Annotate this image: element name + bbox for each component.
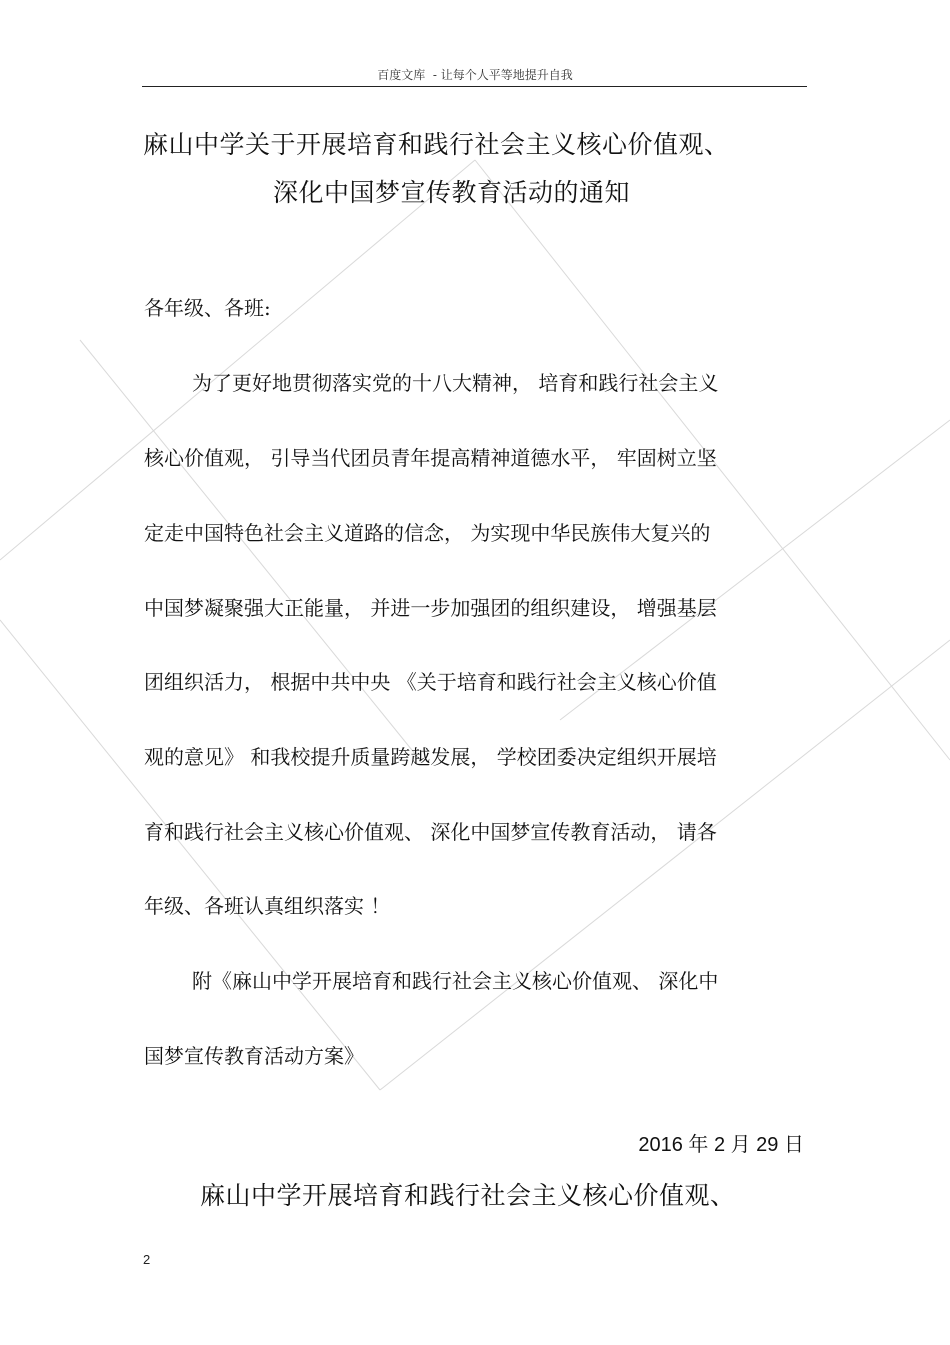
header-divider xyxy=(142,86,807,87)
body-line: 育和践行社会主义核心价值观、 深化中国梦宣传教育活动， 请各 xyxy=(144,820,717,844)
body-line: 为了更好地贯彻落实党的十八大精神， 培育和践行社会主义 xyxy=(192,371,719,395)
watermark-line xyxy=(80,340,420,760)
body-line: 观的意见》 和我校提升质量跨越发展， 学校团委决定组织开展培 xyxy=(144,745,717,769)
watermark-line xyxy=(0,160,475,560)
attachment-line: 国梦宣传教育活动方案》 xyxy=(144,1044,364,1068)
page-number: 2 xyxy=(143,1252,151,1267)
body-line: 定走中国特色社会主义道路的信念， 为实现中华民族伟大复兴的 xyxy=(144,521,711,545)
document-date: 2016 年 2 月 29 日 xyxy=(638,1134,804,1156)
body-line: 核心价值观， 引导当代团员青年提高精神道德水平， 牢固树立坚 xyxy=(144,446,717,470)
body-line: 年级、各班认真组织落实 ！ xyxy=(144,894,391,918)
watermark-line xyxy=(380,640,950,1090)
document-title-line-2: 深化中国梦宣传教育活动的通知 xyxy=(273,178,631,207)
salutation: 各年级、各班: xyxy=(144,296,271,320)
document-title-line-1: 麻山中学关于开展培育和践行社会主义核心价值观、 xyxy=(143,130,730,159)
attachment-line: 附《麻山中学开展培育和践行社会主义核心价值观、 深化中 xyxy=(192,969,719,993)
body-line: 团组织活力， 根据中共中央 《关于培育和践行社会主义核心价值 xyxy=(144,670,717,694)
next-section-title: 麻山中学开展培育和践行社会主义核心价值观、 xyxy=(200,1181,736,1210)
body-line: 中国梦凝聚强大正能量， 并进一步加强团的组织建设， 增强基层 xyxy=(144,596,717,620)
page-header-text: 百度文库 - 让每个人平等地提升自我 xyxy=(377,68,573,82)
